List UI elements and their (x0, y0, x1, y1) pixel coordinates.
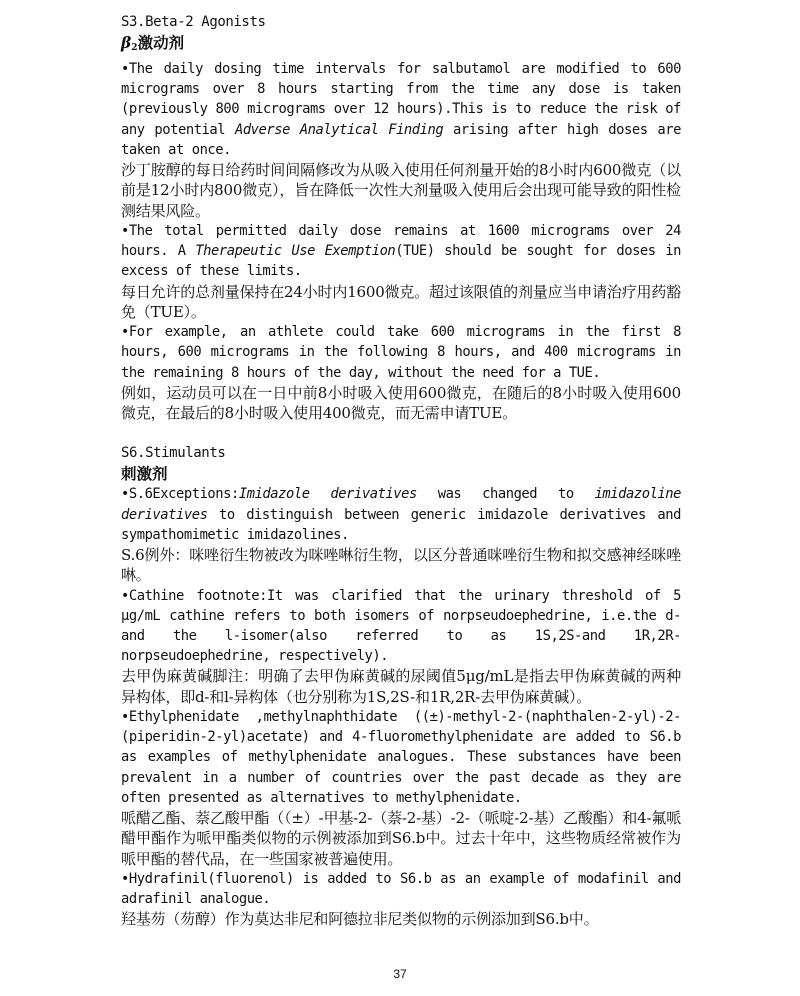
italic-term: imidazoline derivatives (121, 486, 681, 523)
section-title-cn (121, 32, 681, 59)
document-page (121, 12, 681, 930)
page-number: 37 (393, 967, 407, 981)
italic-term: Imidazole derivatives (238, 486, 417, 503)
section-title-cn: 刺激剂 (121, 464, 168, 484)
paragraph-en: •The total permitted daily dose remains at 1600 micrograms over 24 hours. A Therapeutic Use Exemption(TUE) should be sought for doses in excess of these limits. (121, 222, 681, 280)
section-s3 (121, 12, 681, 423)
paragraph-cn: S.6例外：咪唑衍生物被改为咪唑啉衍生物，以区分普通咪唑衍生物和拟交感神经咪唑啉。 (121, 545, 681, 585)
paragraph-cn: 哌醋乙酯、萘乙酸甲酯（（±）-甲基-2-（萘-2-基）-2-（哌啶-2-基）乙酸酯）和4-氟哌醋甲酯作为哌甲酯类似物的示例被添加到S6.b中。过去十年中，这些物质经常被作为哌甲酯的替代品，在一些国家被普遍使用。 (121, 808, 681, 868)
paragraph-cn: 例如，运动员可以在一日中前8小时吸入使用600微克，在随后的8小时吸入使用600微克，在最后的8小时吸入使用400微克，而无需申请TUE。 (121, 383, 681, 423)
paragraph-en: •The daily dosing time intervals for salbutamol are modified to 600 micrograms over 8 hours starting from the time any dose is taken (previously 800 micrograms over 12 hours).This is to reduce the risk of any potential Adverse Analytical Finding arising after high doses are taken at once. (121, 61, 681, 158)
paragraph-en: •For example, an athlete could take 600 micrograms in the first 8 hours, 600 micrograms in the following 8 hours, and 400 micrograms in the remaining 8 hours of the day, without the need for a TUE. (121, 324, 681, 381)
paragraph-cn: 每日允许的总剂量保持在24小时内1600微克。超过该限值的剂量应当申请治疗用药豁免（TUE）。 (121, 282, 681, 321)
section-spacer (121, 423, 681, 443)
paragraph-cn: 羟基芴（芴醇）作为莫达非尼和阿德拉非尼类似物的示例添加到S6.b中。 (121, 910, 599, 929)
section-title-en: S6.Stimulants (121, 445, 226, 462)
section-s6 (121, 443, 681, 929)
paragraph-en: •Cathine footnote:It was clarified that the urinary threshold of 5 μg/mL cathine refers to both isomers of norpseudoephedrine, i.e.the d-and the l-isomer(also referred to as 1S,2S-and 1R,2R-norpseudoephedrine, respectively). (121, 587, 681, 665)
beta-subscript: 2 (131, 43, 138, 53)
italic-term: Therapeutic Use Exemption (195, 243, 396, 260)
section-title-cn-text: 激动剂 (137, 33, 185, 52)
paragraph-cn: 去甲伪麻黄碱脚注：明确了去甲伪麻黄碱的尿阈值5μg/mL是指去甲伪麻黄碱的两种异构体，即d-和l-异构体（也分别称为1S,2S-和1R,2R-去甲伪麻黄碱）。 (121, 667, 681, 706)
italic-term: Adverse Analytical Finding (234, 121, 444, 138)
beta-symbol: β (121, 33, 132, 52)
paragraph-en: •Hydrafinil(fluorenol) is added to S6.b as an example of modafinil and adrafinil analogue. (121, 870, 681, 908)
paragraph-en: •S.6Exceptions:Imidazole derivatives was changed to imidazoline derivatives to distinguish between generic imidazole derivatives and sympathomimetic imidazolines. (121, 486, 681, 543)
paragraph-cn: 沙丁胺醇的每日给药时间间隔修改为从吸入使用任何剂量开始的8小时内600微克（以前是12小时内800微克），旨在降低一次性大剂量吸入使用后会出现可能导致的阳性检测结果风险。 (121, 161, 681, 220)
section-title-en: S3.Beta-2 Agonists (121, 14, 266, 30)
paragraph-en: •Ethylphenidate ,methylnaphthidate ((±)-methyl-2-(naphthalen-2-yl)-2-(piperidin-2-yl)acetate) and 4-fluoromethylphenidate are added to S6.b as examples of methylphenidate analogues. These substances have been prevalent in a number of countries over the past decade as they are often presented as alternatives to methylphenidate. (121, 708, 681, 806)
